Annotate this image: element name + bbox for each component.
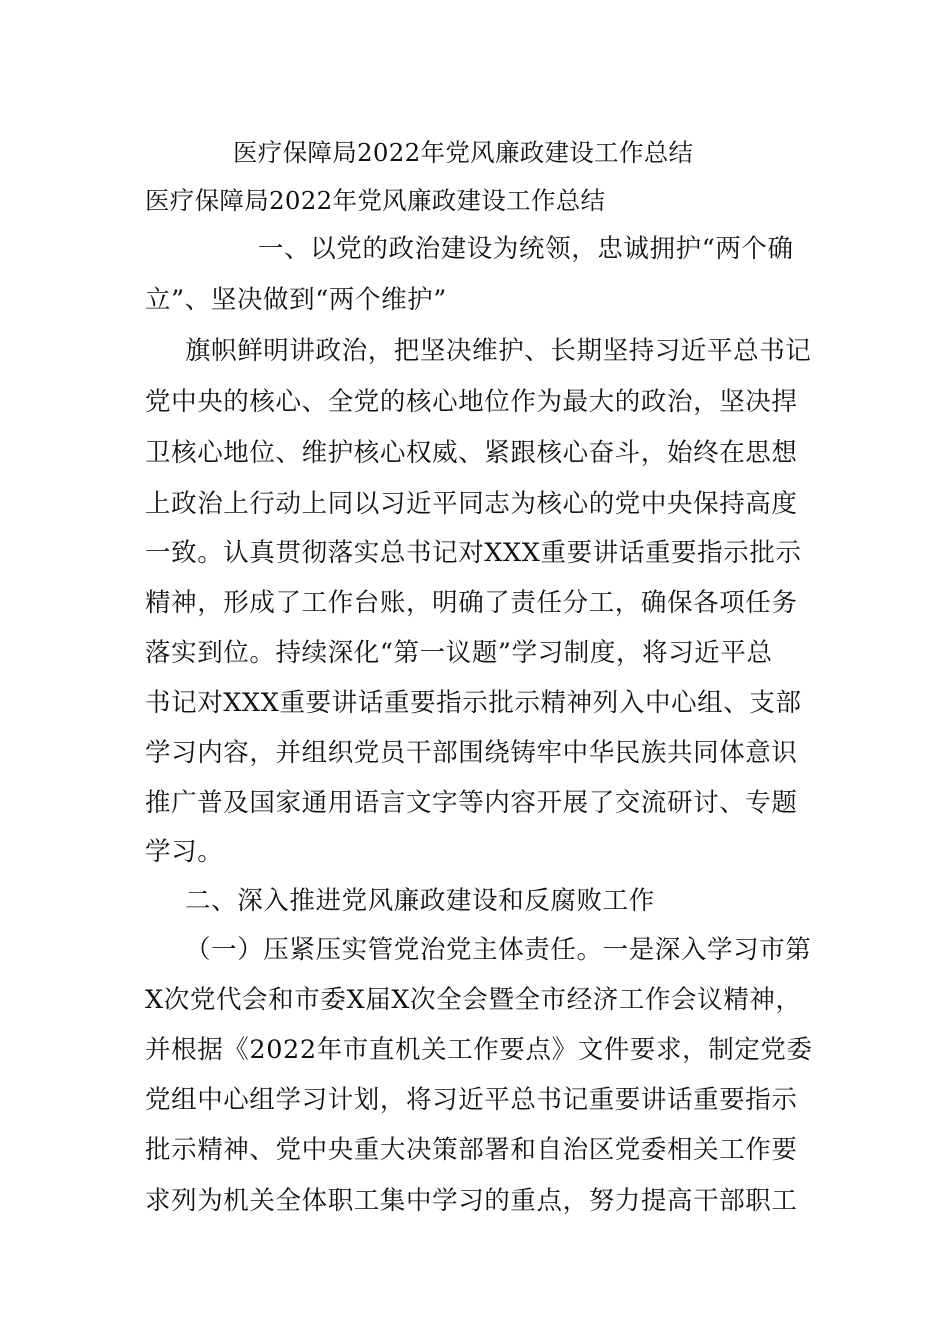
paragraph-1-line-9: 学习内容，并组织党员干部围绕铸牢中华民族共同体意识 bbox=[145, 738, 798, 768]
section-heading-2: 二、深入推进党风廉政建设和反腐败工作 bbox=[185, 886, 655, 916]
paragraph-1-line-2: 党中央的核心、全党的核心地位作为最大的政治，坚决捍 bbox=[145, 387, 798, 417]
paragraph-1-line-11: 学习。 bbox=[145, 837, 224, 867]
paragraph-2-line-1: （一）压紧压实管党治党主体责任。一是深入学习市第 bbox=[185, 935, 812, 965]
paragraph-2-line-2: X次党代会和市委X届X次全会暨全市经济工作会议精神， bbox=[145, 985, 802, 1015]
paragraph-1-line-3: 卫核心地位、维护核心权威、紧跟核心奋斗，始终在思想 bbox=[145, 438, 798, 468]
paragraph-1-line-5: 一致。认真贯彻落实总书记对XXX重要讲话重要指示批示 bbox=[145, 538, 802, 568]
document-subtitle: 医疗保障局2022年党风廉政建设工作总结 bbox=[145, 186, 606, 215]
paragraph-1-line-4: 上政治上行动上同以习近平同志为核心的党中央保持高度 bbox=[145, 489, 798, 519]
paragraph-1-line-7: 落实到位。持续深化“第一议题”学习制度，将习近平总 bbox=[145, 638, 773, 668]
paragraph-1-line-8: 书记对XXX重要讲话重要指示批示精神列入中心组、支部 bbox=[145, 688, 802, 718]
paragraph-1-line-10: 推广普及国家通用语言文字等内容开展了交流研讨、专题 bbox=[145, 788, 798, 818]
paragraph-2-line-6: 求列为机关全体职工集中学习的重点，努力提高干部职工 bbox=[145, 1186, 798, 1216]
paragraph-2-line-5: 批示精神、党中央重大决策部署和自治区党委相关工作要 bbox=[145, 1135, 798, 1165]
section-heading-1-line-1: 一、以党的政治建设为统领，忠诚拥护“两个确 bbox=[258, 234, 794, 264]
document-title: 医疗保障局2022年党风廉政建设工作总结 bbox=[233, 138, 694, 167]
section-heading-1-line-2: 立”、坚决做到“两个维护” bbox=[145, 285, 447, 315]
paragraph-2-line-3: 并根据《2022年市直机关工作要点》文件要求，制定党委 bbox=[145, 1035, 813, 1065]
paragraph-1-line-6: 精神，形成了工作台账，明确了责任分工，确保各项任务 bbox=[145, 588, 798, 618]
paragraph-2-line-4: 党组中心组学习计划，将习近平总书记重要讲话重要指示 bbox=[145, 1085, 798, 1115]
paragraph-1-line-1: 旗帜鲜明讲政治，把坚决维护、长期坚持习近平总书记 bbox=[185, 336, 812, 366]
